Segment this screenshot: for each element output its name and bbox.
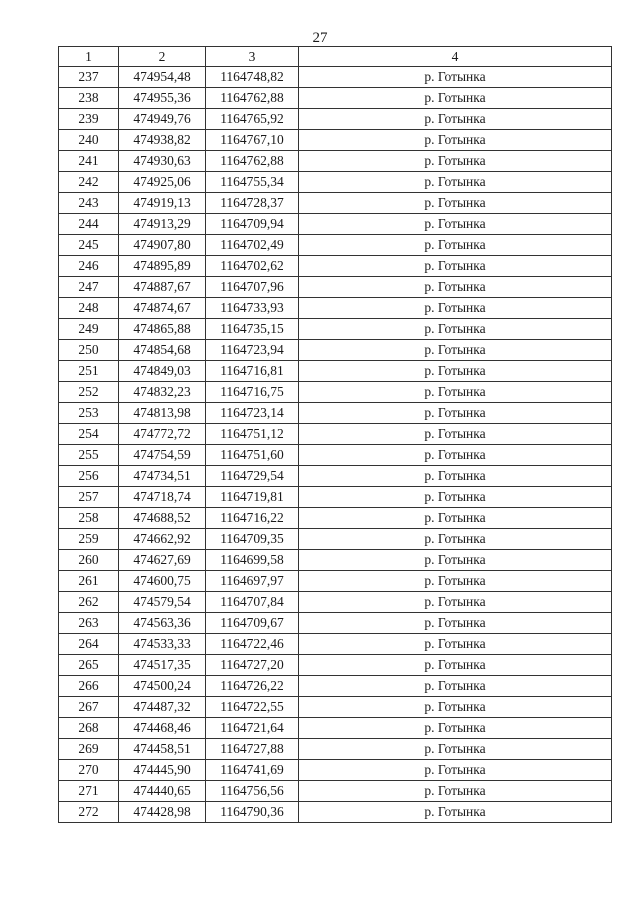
table-row (59, 571, 612, 592)
table-row (59, 676, 612, 697)
x-coordinate-cell: 474627,69 (119, 550, 206, 571)
y-coordinate-cell: 1164733,93 (206, 298, 299, 319)
y-coordinate-cell: 1164762,88 (206, 88, 299, 109)
x-coordinate-cell: 474865,88 (119, 319, 206, 340)
y-coordinate-cell: 1164707,84 (206, 592, 299, 613)
description-cell: р. Готынка (299, 109, 612, 130)
description-cell: р. Готынка (299, 67, 612, 88)
y-coordinate-cell: 1164722,55 (206, 697, 299, 718)
description-cell: р. Готынка (299, 802, 612, 823)
table-row (59, 319, 612, 340)
y-coordinate-cell: 1164790,36 (206, 802, 299, 823)
x-coordinate-cell: 474734,51 (119, 466, 206, 487)
x-coordinate-cell: 474754,59 (119, 445, 206, 466)
table-row (59, 88, 612, 109)
y-coordinate-cell: 1164719,81 (206, 487, 299, 508)
y-coordinate-cell: 1164716,81 (206, 361, 299, 382)
description-cell: р. Готынка (299, 571, 612, 592)
description-cell: р. Готынка (299, 235, 612, 256)
table-row (59, 340, 612, 361)
description-cell: р. Готынка (299, 382, 612, 403)
point-number-cell: 255 (59, 445, 119, 466)
point-number-cell: 243 (59, 193, 119, 214)
table-row (59, 592, 612, 613)
y-coordinate-cell: 1164751,12 (206, 424, 299, 445)
y-coordinate-cell: 1164702,49 (206, 235, 299, 256)
table-row (59, 487, 612, 508)
description-cell: р. Готынка (299, 781, 612, 802)
point-number-cell: 264 (59, 634, 119, 655)
y-coordinate-cell: 1164722,46 (206, 634, 299, 655)
point-number-cell: 262 (59, 592, 119, 613)
page-number: 27 (312, 30, 328, 46)
x-coordinate-cell: 474938,82 (119, 130, 206, 151)
point-number-cell: 253 (59, 403, 119, 424)
table-row (59, 529, 612, 550)
table-row (59, 802, 612, 823)
point-number-cell: 250 (59, 340, 119, 361)
table-row (59, 235, 612, 256)
x-coordinate-cell: 474718,74 (119, 487, 206, 508)
description-cell: р. Готынка (299, 697, 612, 718)
y-coordinate-cell: 1164716,22 (206, 508, 299, 529)
point-number-cell: 242 (59, 172, 119, 193)
table-row (59, 256, 612, 277)
description-cell: р. Готынка (299, 340, 612, 361)
x-coordinate-cell: 474517,35 (119, 655, 206, 676)
y-coordinate-cell: 1164716,75 (206, 382, 299, 403)
header-col-4: 4 (299, 47, 612, 67)
description-cell: р. Готынка (299, 298, 612, 319)
point-number-cell: 238 (59, 88, 119, 109)
y-coordinate-cell: 1164765,92 (206, 109, 299, 130)
table-body (59, 67, 612, 823)
point-number-cell: 244 (59, 214, 119, 235)
point-number-cell: 249 (59, 319, 119, 340)
description-cell: р. Готынка (299, 361, 612, 382)
table-row (59, 760, 612, 781)
coordinates-table (58, 46, 612, 823)
y-coordinate-cell: 1164709,67 (206, 613, 299, 634)
point-number-cell: 269 (59, 739, 119, 760)
point-number-cell: 239 (59, 109, 119, 130)
header-col-3: 3 (206, 47, 299, 67)
y-coordinate-cell: 1164741,69 (206, 760, 299, 781)
point-number-cell: 245 (59, 235, 119, 256)
table-row (59, 214, 612, 235)
y-coordinate-cell: 1164709,94 (206, 214, 299, 235)
description-cell: р. Готынка (299, 151, 612, 172)
x-coordinate-cell: 474907,80 (119, 235, 206, 256)
x-coordinate-cell: 474579,54 (119, 592, 206, 613)
y-coordinate-cell: 1164755,34 (206, 172, 299, 193)
description-cell: р. Готынка (299, 256, 612, 277)
y-coordinate-cell: 1164707,96 (206, 277, 299, 298)
description-cell: р. Готынка (299, 655, 612, 676)
description-cell: р. Готынка (299, 424, 612, 445)
table-header-row (59, 47, 612, 67)
table-row (59, 634, 612, 655)
x-coordinate-cell: 474772,72 (119, 424, 206, 445)
x-coordinate-cell: 474487,32 (119, 697, 206, 718)
table-row (59, 655, 612, 676)
x-coordinate-cell: 474955,36 (119, 88, 206, 109)
point-number-cell: 237 (59, 67, 119, 88)
header-col-2: 2 (119, 47, 206, 67)
description-cell: р. Готынка (299, 403, 612, 424)
point-number-cell: 248 (59, 298, 119, 319)
x-coordinate-cell: 474874,67 (119, 298, 206, 319)
point-number-cell: 254 (59, 424, 119, 445)
table-row (59, 718, 612, 739)
y-coordinate-cell: 1164721,64 (206, 718, 299, 739)
point-number-cell: 263 (59, 613, 119, 634)
y-coordinate-cell: 1164723,14 (206, 403, 299, 424)
x-coordinate-cell: 474600,75 (119, 571, 206, 592)
x-coordinate-cell: 474919,13 (119, 193, 206, 214)
table-row (59, 193, 612, 214)
description-cell: р. Готынка (299, 613, 612, 634)
description-cell: р. Готынка (299, 214, 612, 235)
y-coordinate-cell: 1164702,62 (206, 256, 299, 277)
x-coordinate-cell: 474887,67 (119, 277, 206, 298)
y-coordinate-cell: 1164728,37 (206, 193, 299, 214)
description-cell: р. Готынка (299, 277, 612, 298)
point-number-cell: 247 (59, 277, 119, 298)
x-coordinate-cell: 474925,06 (119, 172, 206, 193)
y-coordinate-cell: 1164723,94 (206, 340, 299, 361)
table-row (59, 130, 612, 151)
table-row (59, 445, 612, 466)
y-coordinate-cell: 1164729,54 (206, 466, 299, 487)
y-coordinate-cell: 1164699,58 (206, 550, 299, 571)
y-coordinate-cell: 1164726,22 (206, 676, 299, 697)
point-number-cell: 240 (59, 130, 119, 151)
table-row (59, 466, 612, 487)
description-cell: р. Готынка (299, 592, 612, 613)
point-number-cell: 258 (59, 508, 119, 529)
description-cell: р. Готынка (299, 550, 612, 571)
description-cell: р. Готынка (299, 172, 612, 193)
x-coordinate-cell: 474688,52 (119, 508, 206, 529)
x-coordinate-cell: 474849,03 (119, 361, 206, 382)
y-coordinate-cell: 1164748,82 (206, 67, 299, 88)
x-coordinate-cell: 474854,68 (119, 340, 206, 361)
header-col-1: 1 (59, 47, 119, 67)
table-row (59, 361, 612, 382)
y-coordinate-cell: 1164762,88 (206, 151, 299, 172)
y-coordinate-cell: 1164727,20 (206, 655, 299, 676)
y-coordinate-cell: 1164697,97 (206, 571, 299, 592)
point-number-cell: 259 (59, 529, 119, 550)
description-cell: р. Готынка (299, 739, 612, 760)
x-coordinate-cell: 474500,24 (119, 676, 206, 697)
point-number-cell: 267 (59, 697, 119, 718)
description-cell: р. Готынка (299, 529, 612, 550)
point-number-cell: 252 (59, 382, 119, 403)
y-coordinate-cell: 1164727,88 (206, 739, 299, 760)
point-number-cell: 271 (59, 781, 119, 802)
point-number-cell: 260 (59, 550, 119, 571)
description-cell: р. Готынка (299, 88, 612, 109)
description-cell: р. Готынка (299, 130, 612, 151)
point-number-cell: 246 (59, 256, 119, 277)
x-coordinate-cell: 474440,65 (119, 781, 206, 802)
x-coordinate-cell: 474428,98 (119, 802, 206, 823)
x-coordinate-cell: 474949,76 (119, 109, 206, 130)
point-number-cell: 268 (59, 718, 119, 739)
table-row (59, 277, 612, 298)
table-row (59, 109, 612, 130)
x-coordinate-cell: 474895,89 (119, 256, 206, 277)
table-row (59, 613, 612, 634)
point-number-cell: 256 (59, 466, 119, 487)
x-coordinate-cell: 474458,51 (119, 739, 206, 760)
description-cell: р. Готынка (299, 634, 612, 655)
x-coordinate-cell: 474445,90 (119, 760, 206, 781)
table-row (59, 403, 612, 424)
table-row (59, 697, 612, 718)
x-coordinate-cell: 474954,48 (119, 67, 206, 88)
description-cell: р. Готынка (299, 193, 612, 214)
x-coordinate-cell: 474662,92 (119, 529, 206, 550)
point-number-cell: 265 (59, 655, 119, 676)
x-coordinate-cell: 474813,98 (119, 403, 206, 424)
point-number-cell: 257 (59, 487, 119, 508)
point-number-cell: 266 (59, 676, 119, 697)
description-cell: р. Готынка (299, 676, 612, 697)
x-coordinate-cell: 474563,36 (119, 613, 206, 634)
x-coordinate-cell: 474468,46 (119, 718, 206, 739)
y-coordinate-cell: 1164756,56 (206, 781, 299, 802)
point-number-cell: 251 (59, 361, 119, 382)
x-coordinate-cell: 474913,29 (119, 214, 206, 235)
table-row (59, 298, 612, 319)
point-number-cell: 261 (59, 571, 119, 592)
description-cell: р. Готынка (299, 445, 612, 466)
description-cell: р. Готынка (299, 487, 612, 508)
table-row (59, 781, 612, 802)
y-coordinate-cell: 1164709,35 (206, 529, 299, 550)
table-row (59, 172, 612, 193)
x-coordinate-cell: 474832,23 (119, 382, 206, 403)
table-row (59, 739, 612, 760)
y-coordinate-cell: 1164767,10 (206, 130, 299, 151)
description-cell: р. Готынка (299, 760, 612, 781)
table-row (59, 550, 612, 571)
description-cell: р. Готынка (299, 508, 612, 529)
table-row (59, 151, 612, 172)
point-number-cell: 241 (59, 151, 119, 172)
description-cell: р. Готынка (299, 718, 612, 739)
point-number-cell: 272 (59, 802, 119, 823)
x-coordinate-cell: 474533,33 (119, 634, 206, 655)
x-coordinate-cell: 474930,63 (119, 151, 206, 172)
description-cell: р. Готынка (299, 319, 612, 340)
description-cell: р. Готынка (299, 466, 612, 487)
table-row (59, 67, 612, 88)
table-row (59, 424, 612, 445)
table-row (59, 508, 612, 529)
point-number-cell: 270 (59, 760, 119, 781)
table-row (59, 382, 612, 403)
y-coordinate-cell: 1164751,60 (206, 445, 299, 466)
y-coordinate-cell: 1164735,15 (206, 319, 299, 340)
